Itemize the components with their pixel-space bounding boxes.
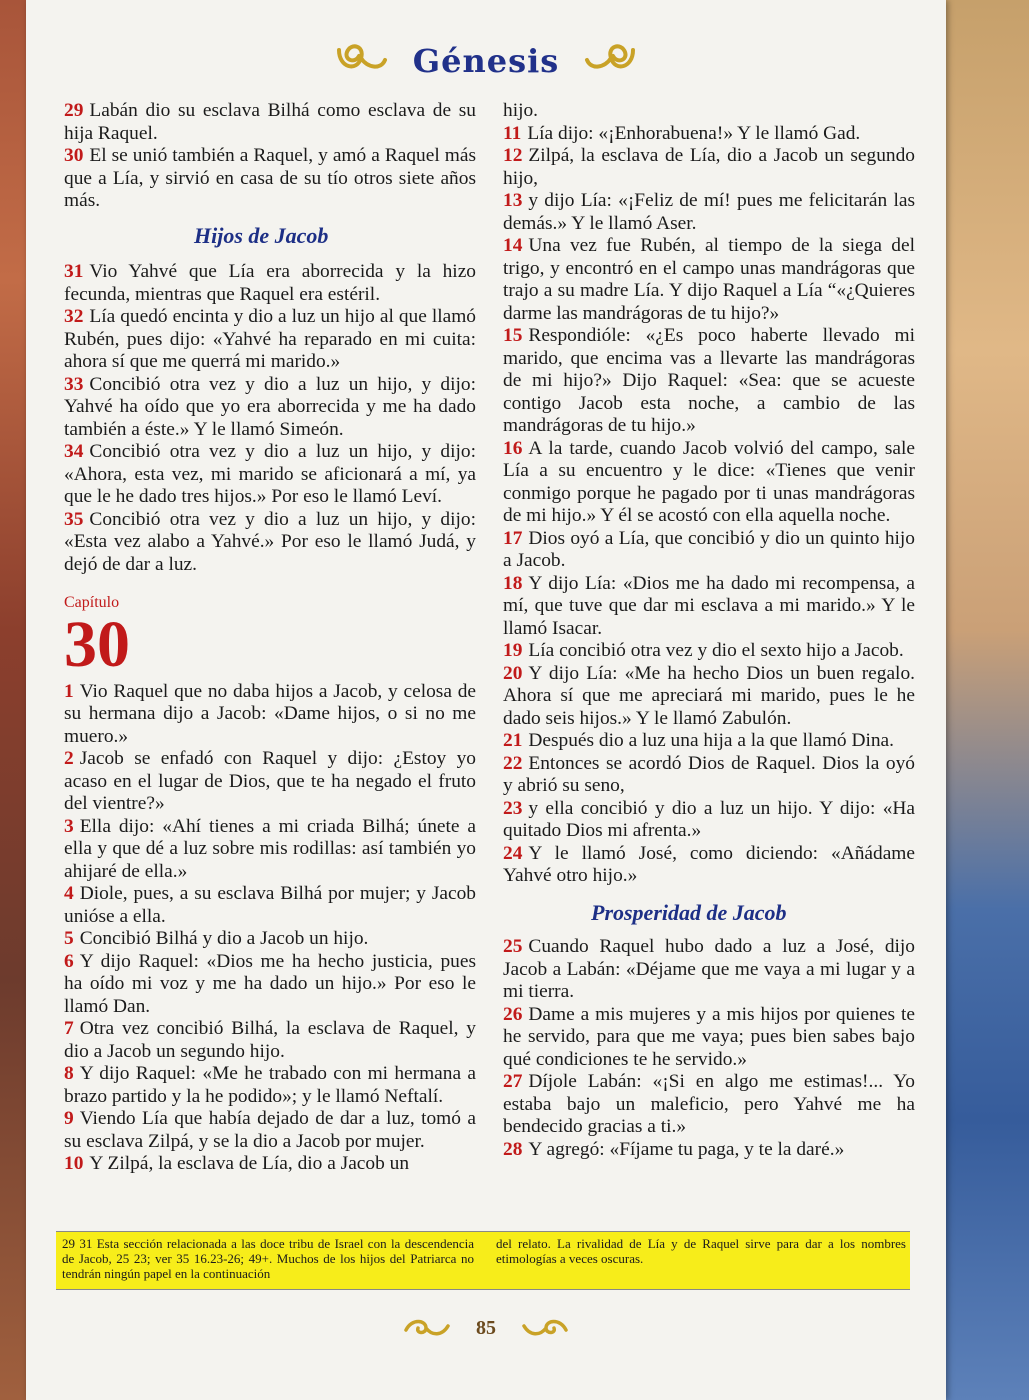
verse-text: Respondióle: «¿Es poco haberte llevado mi marido, que encima vas a llevarte las mandrágoras de mi hijo?» Dijo Raquel: «Sea: que se acueste contigo Jacob esta noche, a cambio de las mandrágoras de tu hijo.» [503,325,915,436]
verse-text: Díjole Labán: «¡Si en algo me estimas!... Yo estaba bajo un maleficio, pero Yahvé me ha bendecido gracias a ti.» [503,1071,915,1137]
verse [503,798,915,843]
footnote-box [56,1231,910,1290]
verse-text: Concibió otra vez y dio a luz un hijo, y dijo: Yahvé ha oído que yo era aborrecida y me ha dado también a éste.» Y le llamó Simeón. [64,373,476,440]
verse [64,100,476,145]
section-title-hijos-de-jacob: Hijos de Jacob [194,222,329,248]
verse-number: 9 [64,1108,74,1129]
book-title: Génesis [412,42,560,80]
section-title-prosperidad-de-jacob: Prosperidad de Jacob [591,899,787,925]
verse-number: 1 [64,680,74,702]
verse-number: 27 [503,1071,523,1092]
verse-text: y dijo Lía: «¡Feliz de mí! pues me felicitarán las demás.» Y le llamó Aser. [503,190,915,234]
verse-text: Concibió otra vez y dio a luz un hijo, y dijo: «Esta vez alabo a Yahvé.» Por eso le llamó Judá, y dejó de dar a luz. [64,508,476,575]
verse-number: 7 [64,1018,74,1039]
verse [503,123,915,146]
chapter-label: Capítulo [64,594,120,611]
left-flourish-ornament-icon [331,38,391,78]
verse-text: Jacob se enfadó con Raquel y dijo: ¿Estoy yo acaso en el lugar de Dios, que te ha negado el fruto del vientre?» [64,748,476,814]
verse-text: Una vez fue Rubén, al tiempo de la siega del trigo, y encontró en el campo unas mandrágoras que trajo a su madre Lía. Y dijo Raquel a Lía “«¿Quieres darme las mandrágoras de tu hijo?» [503,235,915,324]
verse-number: 11 [503,122,522,144]
verse-number: 26 [503,1003,523,1025]
verse [64,1108,476,1153]
verse-text: A la tarde, cuando Jacob volvió del campo, sale Lía a su encuentro y le dice: «Tienes que venir conmigo porque he pagado por ti unas mandrágoras de mi hijo.» Y él se acostó con ella aquella noche. [503,437,915,526]
verse [503,640,915,663]
verse-text: Después dio a luz una hija a la que llamó Dina. [528,730,895,751]
verse-text: Vio Yahvé que Lía era aborrecida y la hizo fecunda, mientras que Raquel era estéril. [64,261,476,305]
verse [503,438,915,528]
verse-number: 35 [64,508,84,530]
verse-number: 8 [64,1063,74,1084]
verse-number: 31 [64,261,84,282]
verse-number: 20 [503,662,523,684]
verse-text: Diole, pues, a su esclava Bilhá por mujer; y Jacob unióse a ella. [64,883,476,927]
verse-text: Ella dijo: «Ahí tienes a mi criada Bilhá; únete a ella y que dé a luz sobre mis rodillas: así también yo ahijaré de ella.» [64,815,476,882]
verse-text: Concibió Bilhá y dio a Jacob un hijo. [79,928,369,949]
verse-number: 19 [503,640,523,661]
verse-number: 16 [503,437,523,459]
verse-number: 10 [64,1153,84,1174]
verse-text: Y Zilpá, la esclava de Lía, dio a Jacob un [89,1153,410,1174]
verse-text: Y agregó: «Fíjame tu paga, y te la daré.» [528,1138,845,1160]
verse-text: Y dijo Lía: «Dios me ha dado mi recompensa, a mí, que tuve que dar mi esclava a mi marido.» Y le llamó Isacar. [503,572,915,639]
verse-number: 13 [503,190,523,211]
verse-number: 4 [64,883,74,904]
verse-text: Labán dio su esclava Bilhá como esclava de su hija Raquel. [64,100,476,144]
verse [64,928,476,951]
verse [64,306,476,374]
verse [64,1153,476,1176]
verse [503,1004,915,1072]
left-text-column [64,100,476,1176]
verse-text: Dios oyó a Lía, que concibió y dio un quinto hijo a Jacob. [503,527,915,571]
verse-text: Lía concibió otra vez y dio el sexto hijo a Jacob. [528,640,904,661]
verse [503,325,915,438]
verse-continuation: hijo. [503,100,539,121]
verse-text: Otra vez concibió Bilhá, la esclava de Raquel, y dio a Jacob un segundo hijo. [64,1018,476,1062]
verse-text: Viendo Lía que había dejado de dar a luz, tomó a su esclava Zilpá, y se la dio a Jacob por mujer. [64,1108,476,1152]
verse-number: 22 [503,752,523,774]
verse [64,145,476,213]
verse-number: 28 [503,1138,523,1160]
right-text-column [503,100,915,1161]
verse [503,1139,915,1162]
verse-number: 2 [64,748,74,769]
footer-right-ornament-icon [520,1316,570,1340]
verse [503,528,915,573]
page-header [26,36,946,96]
verse-number: 32 [64,306,84,327]
verse [64,951,476,1019]
verse-text: Y dijo Raquel: «Me he trabado con mi hermana a brazo partido y la he podido»; y le llamó Neftalí. [64,1063,476,1107]
verse [503,753,915,798]
verse-text: Entonces se acordó Dios de Raquel. Dios la oyó y abrió su seno, [503,752,915,796]
verse [64,261,476,306]
page-number: 85 [476,1316,496,1339]
verse [64,681,476,749]
right-flourish-ornament-icon [581,38,641,78]
verse-number: 29 [64,100,84,121]
footer-left-ornament-icon [402,1316,452,1340]
verse [503,730,915,753]
verse-text: Lía dijo: «¡Enhorabuena!» Y le llamó Gad. [527,122,861,144]
verse [503,145,915,190]
verse-text: Zilpá, la esclava de Lía, dio a Jacob un segundo hijo, [503,145,915,189]
footnote-right: del relato. La rivalidad de Lía y de Raquel sirve para dar a los nombres etimologías a veces oscuras. [496,1236,906,1266]
verse-number: 5 [64,928,74,949]
verse-number: 14 [503,235,523,256]
verse-number: 24 [503,842,523,864]
background-painting-right [940,0,1029,1400]
verse [64,748,476,816]
verse-text: Cuando Raquel hubo dado a luz a José, dijo Jacob a Labán: «Déjame que me vaya a mi lugar y a mi tierra. [503,936,915,1002]
verse [503,573,915,641]
verse-number: 15 [503,325,523,346]
verse [64,883,476,928]
chapter-heading [64,592,476,681]
verse [64,374,476,442]
verse [503,1071,915,1139]
verse [64,816,476,884]
verse-number: 12 [503,145,523,166]
verse-number: 34 [64,441,84,462]
verse [64,509,476,577]
verse-text: El se unió también a Raquel, y amó a Raquel más que a Lía, y sirvió en casa de su tío otros siete años más. [64,145,476,211]
verse-text: y ella concibió y dio a luz un hijo. Y dijo: «Ha quitado Dios mi afrenta.» [503,797,915,841]
page-footer [26,1316,946,1340]
verse [64,441,476,509]
verse [64,1018,476,1063]
verse-number: 23 [503,797,523,819]
verse-text: Y le llamó José, como diciendo: «Añádame Yahvé otro hijo.» [503,842,915,886]
verse-number: 6 [64,950,74,972]
verse-number: 33 [64,373,84,395]
verse-text: Vio Raquel que no daba hijos a Jacob, y celosa de su hermana dijo a Jacob: «Dame hijos, o si no me muero.» [64,680,476,747]
verse-number: 3 [64,815,74,837]
verse-text: Y dijo Lía: «Me ha hecho Dios un buen regalo. Ahora sí que me apreciará mi marido, pues le he dado seis hijos.» Y le llamó Zabulón. [503,662,915,729]
verse-text: Y dijo Raquel: «Dios me ha hecho justicia, pues ha oído mi voz y me ha dado un hijo.» Por eso le llamó Dan. [64,950,476,1017]
verse [503,936,915,1004]
verse [503,663,915,731]
verse-number: 21 [503,730,523,751]
verse [503,843,915,888]
footnote-left: 29 31 Esta sección relacionada a las doce tribu de Israel con la descendencia de Jacob, 25 23; ver 35 16.23-26; 49+. Muchos de los hijos del Patriarca no tendrán ningún papel en la continuación [62,1236,474,1281]
verse-number: 18 [503,572,523,594]
verse [503,235,915,325]
verse [503,190,915,235]
verse-text: Concibió otra vez y dio a luz un hijo, y dijo: «Ahora, esta vez, mi marido se aficionará a mí, ya que le he dado tres hijos.» Por eso le llamó Leví. [64,441,476,507]
verse-number: 17 [503,527,523,549]
verse [64,1063,476,1108]
verse-text: Dame a mis mujeres y a mis hijos por quienes te he servido, para que me vaya; pues bien sabes bajo qué condiciones te he servido.» [503,1003,915,1070]
verse-number: 25 [503,936,523,957]
verse-text: Lía quedó encinta y dio a luz un hijo al que llamó Rubén, pues dijo: «Yahvé ha reparado en mi cuita: ahora sí que me querrá mi marido.» [64,306,476,372]
verse-number: 30 [64,145,84,166]
chapter-number: 30 [64,607,130,681]
